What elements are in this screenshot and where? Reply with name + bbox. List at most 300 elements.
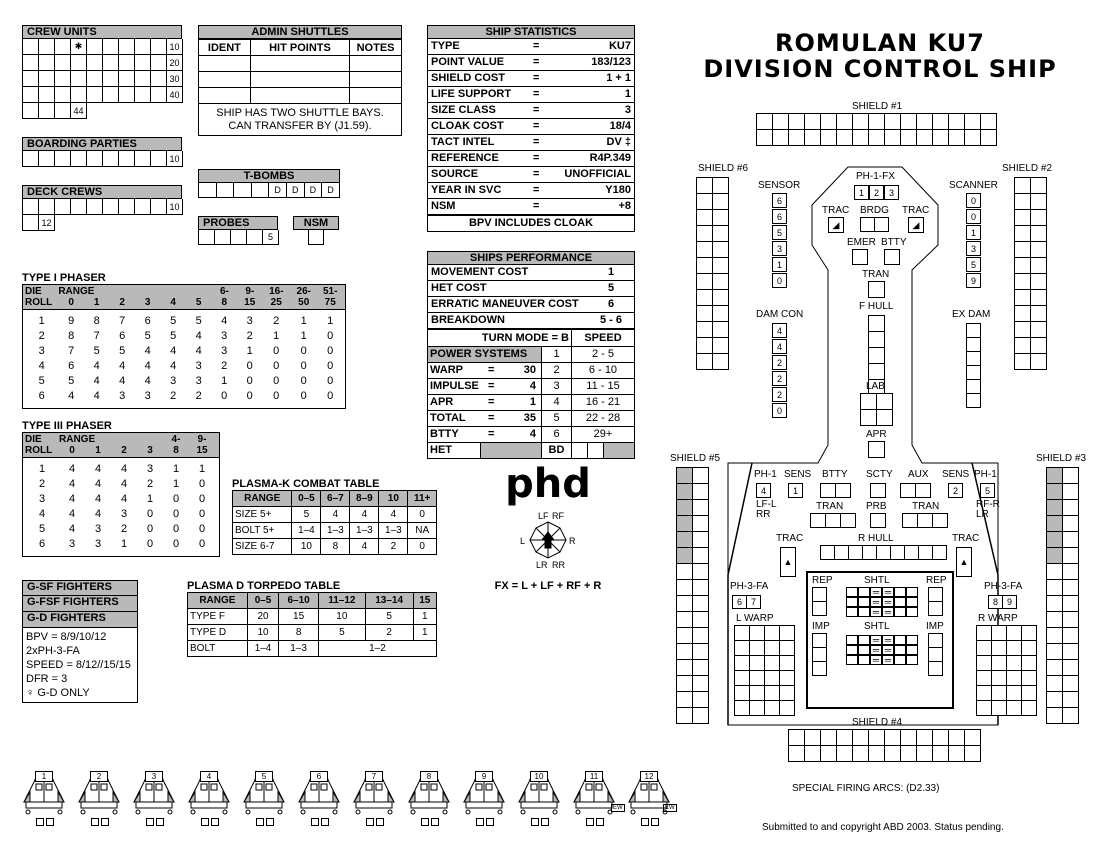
shield1-box[interactable] <box>836 113 853 130</box>
shield5-box[interactable] <box>692 707 709 724</box>
shield3-box[interactable] <box>1062 547 1079 564</box>
crew-box[interactable] <box>71 71 87 87</box>
aux-box[interactable] <box>915 483 931 498</box>
trac-box-rear-left[interactable]: ▲ <box>780 547 796 577</box>
shuttle-box[interactable]: ═ <box>882 655 894 665</box>
shield5-box[interactable] <box>676 531 693 548</box>
shield1-box[interactable] <box>852 113 869 130</box>
shield2-box[interactable] <box>1014 241 1031 258</box>
shield3-box[interactable] <box>1046 515 1063 532</box>
shield3-box[interactable] <box>1062 499 1079 516</box>
shield5-box[interactable] <box>692 563 709 580</box>
crew-box[interactable] <box>119 71 135 87</box>
fighter-box[interactable] <box>651 818 659 826</box>
shield3-box[interactable] <box>1062 515 1079 532</box>
damcon-box[interactable]: 4 <box>772 323 787 338</box>
crew-box[interactable] <box>39 103 55 119</box>
rwarp-box[interactable] <box>1021 700 1037 716</box>
lwarp-box[interactable] <box>734 670 750 686</box>
fighter-ssd[interactable] <box>132 768 184 828</box>
crew-box-mark[interactable]: 30 <box>167 71 183 87</box>
shield5-box[interactable] <box>692 675 709 692</box>
shield1-box[interactable] <box>980 113 997 130</box>
rep-box[interactable] <box>928 601 943 616</box>
shield2-box[interactable] <box>1014 289 1031 306</box>
shield5-box[interactable] <box>676 515 693 532</box>
shield2-box[interactable] <box>1030 289 1047 306</box>
lwarp-box[interactable] <box>749 655 765 671</box>
tran-box[interactable] <box>902 513 918 528</box>
fighter-box[interactable] <box>256 818 264 826</box>
tbomb-box[interactable] <box>234 183 252 198</box>
shield2-box[interactable] <box>1030 273 1047 290</box>
shuttle-box[interactable] <box>858 635 870 645</box>
imp-box[interactable] <box>812 661 827 676</box>
shield1-box[interactable] <box>772 113 789 130</box>
shield6-box[interactable] <box>696 177 713 194</box>
rwarp-box[interactable] <box>1021 655 1037 671</box>
crew-box[interactable] <box>23 39 39 55</box>
fighter-box[interactable] <box>641 818 649 826</box>
shield4-box[interactable] <box>820 745 837 762</box>
rep-box[interactable] <box>928 587 943 602</box>
crew-box[interactable] <box>103 39 119 55</box>
lwarp-box[interactable] <box>779 640 795 656</box>
shield2-box[interactable] <box>1014 321 1031 338</box>
fighter-box[interactable] <box>541 818 549 826</box>
rwarp-box[interactable] <box>1006 655 1022 671</box>
shield4-box[interactable] <box>868 745 885 762</box>
shield2-box[interactable] <box>1030 257 1047 274</box>
shuttle-box[interactable]: ═ <box>882 635 894 645</box>
rhull-box[interactable] <box>904 545 919 560</box>
rwarp-box[interactable] <box>991 655 1007 671</box>
deck-crew-box[interactable] <box>55 199 71 215</box>
fighter-box[interactable] <box>201 818 209 826</box>
lab-box[interactable] <box>860 409 877 426</box>
fighter-box[interactable] <box>421 818 429 826</box>
rwarp-box[interactable] <box>991 670 1007 686</box>
shield3-box[interactable] <box>1046 483 1063 500</box>
lwarp-box[interactable] <box>764 700 780 716</box>
shield1-box[interactable] <box>820 129 837 146</box>
lwarp-box[interactable] <box>779 670 795 686</box>
lab-box[interactable] <box>860 393 877 410</box>
trac-box-right[interactable]: ◢ <box>908 217 924 233</box>
tbomb-box[interactable] <box>217 183 235 198</box>
btty-box[interactable] <box>820 483 836 498</box>
shuttle-box[interactable] <box>906 645 918 655</box>
shield3-box[interactable] <box>1046 563 1063 580</box>
shield1-box[interactable] <box>756 113 773 130</box>
lab-box[interactable] <box>876 393 893 410</box>
shuttle-box[interactable] <box>894 597 906 607</box>
shuttle-box[interactable] <box>846 607 858 617</box>
shield6-box[interactable] <box>712 321 729 338</box>
lwarp-box[interactable] <box>779 700 795 716</box>
crew-box[interactable] <box>87 39 103 55</box>
shield6-box[interactable] <box>712 209 729 226</box>
emer-box[interactable] <box>852 249 868 265</box>
imp-box[interactable] <box>928 647 943 662</box>
shield4-box[interactable] <box>932 729 949 746</box>
sens-box-right[interactable]: 2 <box>948 483 963 498</box>
shield6-box[interactable] <box>696 257 713 274</box>
rwarp-box[interactable] <box>1021 625 1037 641</box>
shield4-box[interactable] <box>836 745 853 762</box>
sensor-box[interactable]: 6 <box>772 209 787 224</box>
rep-box[interactable] <box>812 601 827 616</box>
rwarp-box[interactable] <box>1006 640 1022 656</box>
shield2-box[interactable] <box>1014 257 1031 274</box>
shield5-box[interactable] <box>692 659 709 676</box>
rwarp-box[interactable] <box>1006 685 1022 701</box>
shield6-box[interactable] <box>696 209 713 226</box>
shield1-box[interactable] <box>948 129 965 146</box>
ph3-box[interactable]: 8 <box>988 595 1003 609</box>
shield4-box[interactable] <box>916 729 933 746</box>
tran-box[interactable] <box>840 513 856 528</box>
shield5-box[interactable] <box>676 483 693 500</box>
shield5-box[interactable] <box>676 499 693 516</box>
ph1-box-left[interactable]: 4 <box>756 483 771 498</box>
sensor-box[interactable]: 0 <box>772 273 787 288</box>
shield2-box[interactable] <box>1014 337 1031 354</box>
shield1-box[interactable] <box>756 129 773 146</box>
imp-box[interactable] <box>812 647 827 662</box>
rwarp-box[interactable] <box>976 655 992 671</box>
rhull-box[interactable] <box>848 545 863 560</box>
lwarp-box[interactable] <box>764 640 780 656</box>
shield5-box[interactable] <box>676 643 693 660</box>
rwarp-box[interactable] <box>1006 670 1022 686</box>
lwarp-box[interactable] <box>779 685 795 701</box>
shield1-box[interactable] <box>932 113 949 130</box>
deck-crew-box[interactable]: 12 <box>39 215 55 231</box>
exdam-box[interactable] <box>966 323 981 338</box>
deck-crew-box[interactable] <box>119 199 135 215</box>
boarding-box[interactable] <box>23 151 39 167</box>
shield3-box[interactable] <box>1062 707 1079 724</box>
fhull-box[interactable] <box>868 347 885 364</box>
fighter-box[interactable] <box>376 818 384 826</box>
fighter-ssd[interactable] <box>352 768 404 828</box>
rwarp-box[interactable] <box>976 685 992 701</box>
shield1-box[interactable] <box>980 129 997 146</box>
exdam-box[interactable] <box>966 337 981 352</box>
fighter-box[interactable] <box>36 818 44 826</box>
fighter-ssd[interactable] <box>297 768 349 828</box>
shield4-box[interactable] <box>852 745 869 762</box>
shield3-box[interactable] <box>1062 643 1079 660</box>
shield6-box[interactable] <box>696 353 713 370</box>
fighter-ssd[interactable] <box>462 768 514 828</box>
crew-box[interactable]: ✱ <box>71 39 87 55</box>
lwarp-box[interactable] <box>734 655 750 671</box>
lwarp-box[interactable] <box>779 625 795 641</box>
crew-box[interactable] <box>23 87 39 103</box>
shield2-box[interactable] <box>1014 353 1031 370</box>
lwarp-box[interactable] <box>764 655 780 671</box>
shuttle-box[interactable] <box>858 655 870 665</box>
shield3-box[interactable] <box>1046 611 1063 628</box>
shield1-box[interactable] <box>964 129 981 146</box>
rhull-box[interactable] <box>876 545 891 560</box>
exdam-box[interactable] <box>966 393 981 408</box>
shield3-box[interactable] <box>1062 611 1079 628</box>
fighter-box[interactable] <box>311 818 319 826</box>
lwarp-box[interactable] <box>749 625 765 641</box>
brdg-box[interactable] <box>874 217 889 232</box>
shield6-box[interactable] <box>696 225 713 242</box>
crew-box[interactable] <box>23 103 39 119</box>
fighter-box[interactable] <box>486 818 494 826</box>
shield1-box[interactable] <box>772 129 789 146</box>
fighter-box[interactable] <box>101 818 109 826</box>
shuttle-box[interactable]: ═ <box>870 645 882 655</box>
shield5-box[interactable] <box>676 675 693 692</box>
rwarp-box[interactable] <box>991 700 1007 716</box>
shield5-box[interactable] <box>676 579 693 596</box>
shield6-box[interactable] <box>712 289 729 306</box>
shuttle-box[interactable] <box>846 597 858 607</box>
shield2-box[interactable] <box>1030 321 1047 338</box>
shield3-box[interactable] <box>1062 579 1079 596</box>
lwarp-box[interactable] <box>749 640 765 656</box>
rhull-box[interactable] <box>820 545 835 560</box>
shield5-box[interactable] <box>692 547 709 564</box>
shield3-box[interactable] <box>1046 595 1063 612</box>
tbomb-box[interactable]: D <box>305 183 323 198</box>
shield6-box[interactable] <box>696 321 713 338</box>
shuttle-box[interactable]: ═ <box>882 645 894 655</box>
boarding-box[interactable] <box>135 151 151 167</box>
tran-box[interactable] <box>868 281 885 298</box>
shield5-box[interactable] <box>676 595 693 612</box>
boarding-box[interactable] <box>71 151 87 167</box>
boarding-box[interactable] <box>39 151 55 167</box>
scanner-box[interactable]: 5 <box>966 257 981 272</box>
shield2-box[interactable] <box>1030 209 1047 226</box>
shield2-box[interactable] <box>1014 193 1031 210</box>
shield1-box[interactable] <box>804 129 821 146</box>
crew-box[interactable] <box>151 39 167 55</box>
shield4-box[interactable] <box>932 745 949 762</box>
ph1fx-box[interactable]: 1 <box>854 185 869 200</box>
shuttle-box[interactable] <box>858 597 870 607</box>
shield4-box[interactable] <box>884 745 901 762</box>
fighter-box[interactable] <box>531 818 539 826</box>
crew-box[interactable] <box>55 71 71 87</box>
scanner-box[interactable]: 3 <box>966 241 981 256</box>
rwarp-box[interactable] <box>976 625 992 641</box>
fighter-box[interactable] <box>91 818 99 826</box>
shuttle-box[interactable] <box>906 587 918 597</box>
boarding-box[interactable] <box>87 151 103 167</box>
tbomb-box[interactable]: D <box>287 183 305 198</box>
shield4-box[interactable] <box>900 745 917 762</box>
tran-box[interactable] <box>825 513 841 528</box>
rwarp-box[interactable] <box>991 640 1007 656</box>
shield4-box[interactable] <box>900 729 917 746</box>
boarding-box[interactable] <box>103 151 119 167</box>
shield5-box[interactable] <box>676 563 693 580</box>
rwarp-box[interactable] <box>976 640 992 656</box>
exdam-box[interactable] <box>966 351 981 366</box>
shield1-box[interactable] <box>868 129 885 146</box>
scanner-box[interactable]: 0 <box>966 209 981 224</box>
crew-box[interactable] <box>23 55 39 71</box>
deck-crew-box[interactable] <box>103 199 119 215</box>
shield6-box[interactable] <box>712 353 729 370</box>
deck-crew-box[interactable] <box>71 199 87 215</box>
crew-box[interactable] <box>39 71 55 87</box>
shuttle-box[interactable]: ═ <box>870 597 882 607</box>
shield3-box[interactable] <box>1062 483 1079 500</box>
lwarp-box[interactable] <box>749 670 765 686</box>
crew-box[interactable] <box>119 55 135 71</box>
tbomb-box[interactable] <box>199 183 217 198</box>
fighter-box[interactable] <box>586 818 594 826</box>
nsm-box[interactable] <box>308 230 324 245</box>
damcon-box[interactable]: 0 <box>772 403 787 418</box>
crew-box[interactable] <box>135 55 151 71</box>
sensor-box[interactable]: 5 <box>772 225 787 240</box>
shield5-box[interactable] <box>692 691 709 708</box>
shield5-box[interactable] <box>692 531 709 548</box>
shield5-box[interactable] <box>676 707 693 724</box>
crew-box[interactable] <box>39 39 55 55</box>
scanner-box[interactable]: 9 <box>966 273 981 288</box>
shield6-box[interactable] <box>696 241 713 258</box>
crew-box[interactable] <box>55 103 71 119</box>
lwarp-box[interactable] <box>764 670 780 686</box>
shield1-box[interactable] <box>852 129 869 146</box>
crew-box[interactable] <box>87 71 103 87</box>
shield3-box[interactable] <box>1062 531 1079 548</box>
shuttle-box[interactable] <box>894 587 906 597</box>
shuttle-box[interactable] <box>858 587 870 597</box>
shield3-box[interactable] <box>1046 627 1063 644</box>
shield1-box[interactable] <box>884 129 901 146</box>
crew-box[interactable] <box>71 55 87 71</box>
fighter-box[interactable] <box>46 818 54 826</box>
shield1-box[interactable] <box>916 129 933 146</box>
boarding-box[interactable] <box>55 151 71 167</box>
crew-box[interactable] <box>23 71 39 87</box>
crew-box[interactable] <box>55 55 71 71</box>
shield2-box[interactable] <box>1014 177 1031 194</box>
shuttle-box[interactable]: ═ <box>882 607 894 617</box>
lwarp-box[interactable] <box>779 655 795 671</box>
prb-box[interactable] <box>870 513 886 528</box>
ph1-box-right[interactable]: 5 <box>980 483 995 498</box>
ph3-box[interactable]: 7 <box>746 595 761 609</box>
imp-box[interactable] <box>928 633 943 648</box>
brdg-box[interactable] <box>860 217 875 232</box>
imp-box[interactable] <box>812 633 827 648</box>
shuttle-box[interactable] <box>894 607 906 617</box>
shuttle-box[interactable] <box>906 597 918 607</box>
shield5-box[interactable] <box>692 595 709 612</box>
sens-box-left[interactable]: 1 <box>788 483 803 498</box>
shield3-box[interactable] <box>1062 595 1079 612</box>
shield2-box[interactable] <box>1030 177 1047 194</box>
scanner-box[interactable]: 0 <box>966 193 981 208</box>
shield4-box[interactable] <box>852 729 869 746</box>
shield3-box[interactable] <box>1046 707 1063 724</box>
shield5-box[interactable] <box>692 611 709 628</box>
crew-box[interactable] <box>103 71 119 87</box>
shuttle-box[interactable] <box>846 645 858 655</box>
shield2-box[interactable] <box>1014 209 1031 226</box>
crew-box[interactable] <box>71 87 87 103</box>
shield3-box[interactable] <box>1046 499 1063 516</box>
tran-box[interactable] <box>932 513 948 528</box>
shield6-box[interactable] <box>712 177 729 194</box>
shield5-box[interactable] <box>676 547 693 564</box>
deck-crew-box[interactable] <box>39 199 55 215</box>
rwarp-box[interactable] <box>1021 670 1037 686</box>
lwarp-box[interactable] <box>749 685 765 701</box>
trac-box-left[interactable]: ◢ <box>828 217 844 233</box>
crew-box[interactable] <box>119 87 135 103</box>
lwarp-box[interactable] <box>734 625 750 641</box>
probe-box[interactable] <box>231 230 247 245</box>
rhull-box[interactable] <box>890 545 905 560</box>
crew-box[interactable] <box>135 39 151 55</box>
damcon-box[interactable]: 2 <box>772 355 787 370</box>
shield5-box[interactable] <box>692 515 709 532</box>
shield5-box[interactable] <box>676 659 693 676</box>
shield3-box[interactable] <box>1062 563 1079 580</box>
shuttle-box[interactable]: ═ <box>870 655 882 665</box>
shield4-box[interactable] <box>804 729 821 746</box>
fhull-box[interactable] <box>868 363 885 380</box>
scanner-box[interactable]: 1 <box>966 225 981 240</box>
tran-box[interactable] <box>810 513 826 528</box>
shield2-box[interactable] <box>1030 353 1047 370</box>
fighter-ssd[interactable] <box>22 768 74 828</box>
shield2-box[interactable] <box>1014 273 1031 290</box>
shield3-box[interactable] <box>1046 659 1063 676</box>
shield3-box[interactable] <box>1046 467 1063 484</box>
shield6-box[interactable] <box>712 257 729 274</box>
shield3-box[interactable] <box>1062 467 1079 484</box>
aux-box[interactable] <box>900 483 916 498</box>
crew-box-mark[interactable]: 44 <box>71 103 87 119</box>
shield3-box[interactable] <box>1046 579 1063 596</box>
rhull-box[interactable] <box>834 545 849 560</box>
shield5-box[interactable] <box>692 579 709 596</box>
shield1-box[interactable] <box>964 113 981 130</box>
shuttle-box[interactable]: ═ <box>870 607 882 617</box>
fighter-box[interactable] <box>266 818 274 826</box>
fighter-box[interactable] <box>321 818 329 826</box>
shuttle-box[interactable] <box>906 655 918 665</box>
shield1-box[interactable] <box>788 129 805 146</box>
tran-box[interactable] <box>917 513 933 528</box>
shield2-box[interactable] <box>1014 305 1031 322</box>
shield2-box[interactable] <box>1030 193 1047 210</box>
shield1-box[interactable] <box>900 113 917 130</box>
shield3-box[interactable] <box>1046 691 1063 708</box>
shuttle-box[interactable] <box>894 635 906 645</box>
rwarp-box[interactable] <box>1006 700 1022 716</box>
shuttle-box[interactable]: ═ <box>882 597 894 607</box>
ph1fx-box[interactable]: 3 <box>884 185 899 200</box>
shield4-box[interactable] <box>948 729 965 746</box>
